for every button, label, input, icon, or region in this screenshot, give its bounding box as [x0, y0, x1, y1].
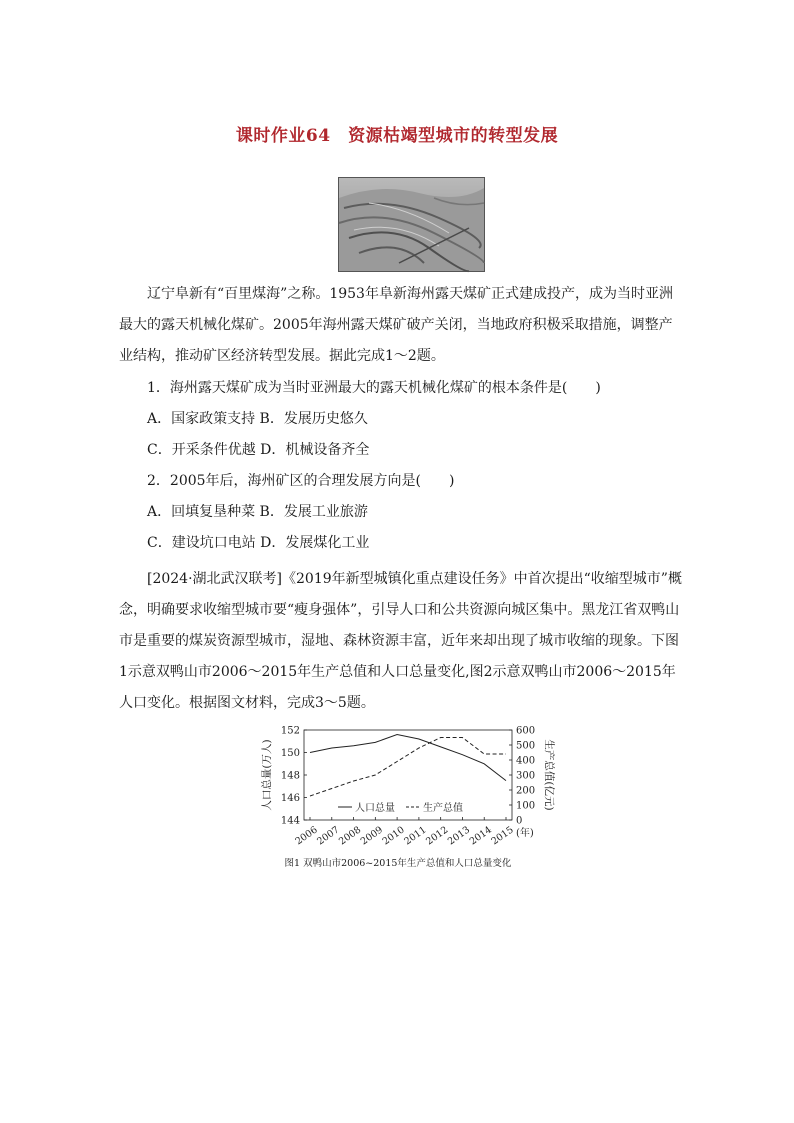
right-tick-label: 300	[516, 770, 536, 782]
x-tick-label: 2015	[489, 824, 516, 848]
open-pit-mine-photo	[338, 177, 485, 272]
question-1-options-ab: A．国家政策支持 B．发展历史悠久	[147, 411, 368, 427]
question-2-options-cd: C．建设坑口电站 D．发展煤化工业	[147, 535, 370, 551]
left-tick-label: 146	[280, 793, 300, 804]
population-line	[310, 735, 506, 781]
legend-population-label: 人口总量	[355, 803, 395, 814]
question-2-stem: 2．2005年后，海州矿区的合理发展方向是( )	[147, 473, 455, 489]
x-tick-label: 2007	[315, 824, 342, 848]
right-axis-label: 生产总值(亿元)	[543, 739, 555, 811]
x-tick-label: 2010	[380, 824, 407, 848]
x-tick-label: 2009	[358, 824, 385, 848]
question-2-options-ab: A．回填复垦种菜 B．发展工业旅游	[147, 504, 368, 520]
passage-2: [2024·湖北武汉联考]《2019年新型城镇化重点建设任务》中首次提出“收缩型城市”概念，明确要求收缩型城市要“瘦身强体”，引导人口和公共资源向城区集中。黑龙江省双鸭山市是重要的煤炭资源型城市，湿地、森林资源丰富，近年来却出现了城市收缩的现象。下图1示意双鸭山市2006～2015年生产总值和人口总量变化,图2示意双鸭山市2006～2015年人口变化。根据图文材料，完成3～5题。	[119, 571, 682, 711]
x-tick-label: 2012	[424, 824, 451, 848]
x-tick-label: 2008	[337, 824, 364, 848]
right-tick-label: 400	[516, 755, 536, 767]
x-tick-label: 2011	[402, 824, 429, 848]
right-tick-label: 200	[516, 785, 536, 797]
x-axis-unit: (年)	[516, 828, 534, 839]
question-1-options-cd: C．开采条件优越 D．机械设备齐全	[147, 442, 370, 458]
left-tick-label: 148	[280, 770, 300, 782]
figure-caption: 图1 双鸭山市2006~2015年生产总值和人口总量变化	[284, 858, 512, 869]
x-tick-label: 2006	[293, 824, 320, 848]
right-tick-label: 100	[516, 800, 536, 812]
left-tick-label: 150	[280, 748, 300, 759]
right-tick-label: 500	[516, 740, 536, 752]
chart-svg	[256, 720, 555, 850]
gdp-line	[310, 738, 506, 797]
gdp-population-chart	[256, 720, 555, 870]
passage-1: 辽宁阜新有“百里煤海”之称。1953年阜新海州露天煤矿正式建成投产，成为当时亚洲最大的露天机械化煤矿。2005年海州露天煤矿破产关闭，当地政府积极采取措施，调整产业结构，推动矿区经济转型发展。据此完成1～2题。	[119, 286, 673, 364]
right-tick-label: 0	[516, 815, 523, 827]
page-title: 课时作业64 资源枯竭型城市的转型发展	[235, 126, 559, 146]
legend-gdp-label: 生产总值	[423, 803, 463, 814]
left-tick-label: 152	[280, 725, 300, 737]
question-1-stem: 1．海州露天煤矿成为当时亚洲最大的露天机械化煤矿的根本条件是( )	[147, 380, 601, 396]
x-tick-label: 2014	[467, 824, 494, 848]
left-axis-label: 人口总量(万人)	[261, 739, 273, 811]
left-tick-label: 144	[280, 815, 300, 827]
x-tick-label: 2013	[445, 824, 473, 848]
right-tick-label: 600	[516, 725, 536, 737]
